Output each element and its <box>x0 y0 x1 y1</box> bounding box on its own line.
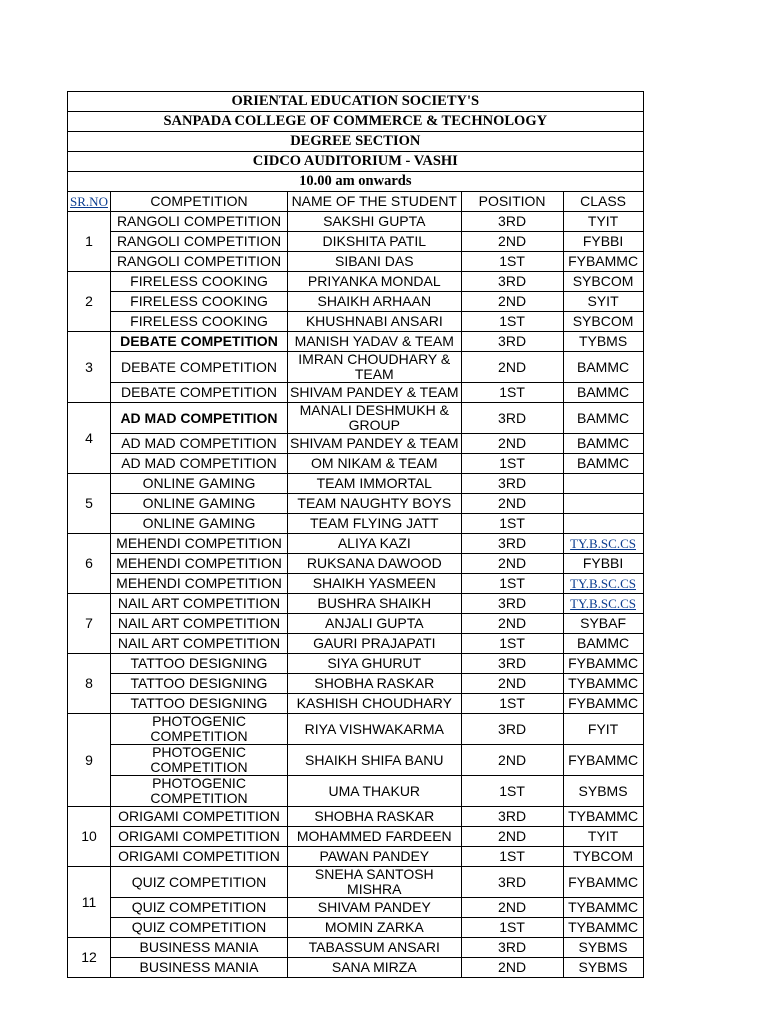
competition-cell: QUIZ COMPETITION <box>111 867 288 898</box>
class-cell[interactable]: TY.B.SC.CS <box>563 594 643 614</box>
position-cell: 1ST <box>461 847 563 867</box>
class-cell: SYIT <box>563 292 643 312</box>
position-cell: 1ST <box>461 634 563 654</box>
class-cell: FYBAMMC <box>563 867 643 898</box>
competition-cell: PHOTOGENIC COMPETITION <box>111 745 288 776</box>
sr-no-cell: 1 <box>68 212 111 272</box>
student-name-cell: SHOBHA RASKAR <box>288 674 462 694</box>
class-cell: TYBAMMC <box>563 918 643 938</box>
position-cell: 3RD <box>461 938 563 958</box>
competition-cell: QUIZ COMPETITION <box>111 918 288 938</box>
col-srno[interactable] <box>68 192 111 212</box>
class-cell: TYBAMMC <box>563 807 643 827</box>
position-cell: 1ST <box>461 574 563 594</box>
student-name-cell: SHIVAM PANDEY & TEAM <box>288 434 462 454</box>
header-venue: CIDCO AUDITORIUM - VASHI <box>68 152 644 172</box>
student-name-cell: MANALI DESHMUKH & GROUP <box>288 403 462 434</box>
class-cell <box>563 494 643 514</box>
student-name-cell: SHAIKH YASMEEN <box>288 574 462 594</box>
class-cell: BAMMC <box>563 454 643 474</box>
table-row <box>68 403 644 434</box>
position-cell: 1ST <box>461 383 563 403</box>
competition-cell: ORIGAMI COMPETITION <box>111 807 288 827</box>
competition-cell: TATTOO DESIGNING <box>111 694 288 714</box>
class-cell <box>563 514 643 534</box>
competition-cell: DEBATE COMPETITION <box>111 352 288 383</box>
class-cell: BAMMC <box>563 383 643 403</box>
table-row <box>68 434 644 454</box>
student-name-cell: UMA THAKUR <box>288 776 462 807</box>
position-cell: 2ND <box>461 674 563 694</box>
competition-cell: ONLINE GAMING <box>111 494 288 514</box>
competition-cell: NAIL ART COMPETITION <box>111 614 288 634</box>
student-name-cell: MOHAMMED FARDEEN <box>288 827 462 847</box>
class-cell: SYBMS <box>563 776 643 807</box>
class-cell: BAMMC <box>563 634 643 654</box>
class-cell[interactable]: TY.B.SC.CS <box>563 534 643 554</box>
student-name-cell: TEAM NAUGHTY BOYS <box>288 494 462 514</box>
student-name-cell: RUKSANA DAWOOD <box>288 554 462 574</box>
position-cell: 3RD <box>461 403 563 434</box>
sr-no-cell: 12 <box>68 938 111 978</box>
col-srno-link[interactable]: SR.NO <box>70 194 108 209</box>
student-name-cell: DIKSHITA PATIL <box>288 232 462 252</box>
class-cell[interactable]: TY.B.SC.CS <box>563 574 643 594</box>
student-name-cell: TABASSUM ANSARI <box>288 938 462 958</box>
student-name-cell: ALIYA KAZI <box>288 534 462 554</box>
position-cell: 2ND <box>461 232 563 252</box>
class-cell: TYBMS <box>563 332 643 352</box>
sr-no-cell: 11 <box>68 867 111 938</box>
table-row <box>68 454 644 474</box>
table-row <box>68 383 644 403</box>
competition-cell: NAIL ART COMPETITION <box>111 634 288 654</box>
table-row <box>68 332 644 352</box>
class-cell: FYBAMMC <box>563 694 643 714</box>
class-cell: SYBMS <box>563 958 643 978</box>
header-college: SANPADA COLLEGE OF COMMERCE & TECHNOLOGY <box>68 112 644 132</box>
table-row <box>68 847 644 867</box>
table-row <box>68 938 644 958</box>
position-cell: 1ST <box>461 312 563 332</box>
student-name-cell: PRIYANKA MONDAL <box>288 272 462 292</box>
position-cell: 2ND <box>461 958 563 978</box>
col-competition: COMPETITION <box>111 192 288 212</box>
table-row <box>68 745 644 776</box>
class-cell: BAMMC <box>563 434 643 454</box>
class-cell <box>563 474 643 494</box>
competition-cell: ORIGAMI COMPETITION <box>111 847 288 867</box>
competition-cell: PHOTOGENIC COMPETITION <box>111 776 288 807</box>
col-class: CLASS <box>563 192 643 212</box>
position-cell: 3RD <box>461 714 563 745</box>
competition-cell: FIRELESS COOKING <box>111 292 288 312</box>
table-row <box>68 574 644 594</box>
student-name-cell: SANA MIRZA <box>288 958 462 978</box>
sr-no-cell: 6 <box>68 534 111 594</box>
class-cell: SYBAF <box>563 614 643 634</box>
table-row <box>68 654 644 674</box>
student-name-cell: KASHISH CHOUDHARY <box>288 694 462 714</box>
sr-no-cell: 5 <box>68 474 111 534</box>
competition-cell: DEBATE COMPETITION <box>111 332 288 352</box>
competition-cell: ORIGAMI COMPETITION <box>111 827 288 847</box>
sr-no-cell: 2 <box>68 272 111 332</box>
position-cell: 3RD <box>461 594 563 614</box>
position-cell: 1ST <box>461 454 563 474</box>
student-name-cell: MOMIN ZARKA <box>288 918 462 938</box>
student-name-cell: SHIVAM PANDEY <box>288 898 462 918</box>
position-cell: 2ND <box>461 292 563 312</box>
table-row <box>68 634 644 654</box>
table-row <box>68 474 644 494</box>
sr-no-cell: 4 <box>68 403 111 474</box>
position-cell: 1ST <box>461 918 563 938</box>
table-row <box>68 827 644 847</box>
class-cell: SYBCOM <box>563 272 643 292</box>
student-name-cell: OM NIKAM & TEAM <box>288 454 462 474</box>
class-cell: TYBCOM <box>563 847 643 867</box>
student-name-cell: SNEHA SANTOSH MISHRA <box>288 867 462 898</box>
competition-cell: AD MAD COMPETITION <box>111 403 288 434</box>
header-org: ORIENTAL EDUCATION SOCIETY'S <box>68 92 644 112</box>
position-cell: 2ND <box>461 614 563 634</box>
position-cell: 2ND <box>461 827 563 847</box>
class-cell: TYBAMMC <box>563 674 643 694</box>
position-cell: 3RD <box>461 332 563 352</box>
position-cell: 2ND <box>461 554 563 574</box>
competition-cell: MEHENDI COMPETITION <box>111 574 288 594</box>
table-row <box>68 514 644 534</box>
class-cell: SYBCOM <box>563 312 643 332</box>
table-row <box>68 272 644 292</box>
position-cell: 2ND <box>461 352 563 383</box>
student-name-cell: SIBANI DAS <box>288 252 462 272</box>
competition-cell: ONLINE GAMING <box>111 514 288 534</box>
table-row <box>68 232 644 252</box>
table-row <box>68 776 644 807</box>
position-cell: 1ST <box>461 514 563 534</box>
position-cell: 1ST <box>461 252 563 272</box>
student-name-cell: BUSHRA SHAIKH <box>288 594 462 614</box>
student-name-cell: TEAM FLYING JATT <box>288 514 462 534</box>
student-name-cell: SAKSHI GUPTA <box>288 212 462 232</box>
class-cell: TYIT <box>563 212 643 232</box>
table-row <box>68 958 644 978</box>
competition-cell: BUSINESS MANIA <box>111 938 288 958</box>
class-cell: FYBAMMC <box>563 745 643 776</box>
table-row <box>68 494 644 514</box>
table-row <box>68 554 644 574</box>
header-section: DEGREE SECTION <box>68 132 644 152</box>
sr-no-cell: 8 <box>68 654 111 714</box>
position-cell: 2ND <box>461 434 563 454</box>
student-name-cell: SHIVAM PANDEY & TEAM <box>288 383 462 403</box>
table-row <box>68 312 644 332</box>
class-cell: TYBAMMC <box>563 898 643 918</box>
position-cell: 3RD <box>461 534 563 554</box>
competition-cell: FIRELESS COOKING <box>111 312 288 332</box>
table-row <box>68 212 644 232</box>
table-row <box>68 694 644 714</box>
student-name-cell: MANISH YADAV & TEAM <box>288 332 462 352</box>
table-row <box>68 807 644 827</box>
competition-cell: TATTOO DESIGNING <box>111 654 288 674</box>
class-cell: FYBAMMC <box>563 252 643 272</box>
competition-cell: FIRELESS COOKING <box>111 272 288 292</box>
sr-no-cell: 7 <box>68 594 111 654</box>
position-cell: 2ND <box>461 494 563 514</box>
competition-cell: PHOTOGENIC COMPETITION <box>111 714 288 745</box>
student-name-cell: IMRAN CHOUDHARY & TEAM <box>288 352 462 383</box>
table-row <box>68 674 644 694</box>
class-cell: BAMMC <box>563 352 643 383</box>
position-cell: 3RD <box>461 654 563 674</box>
class-cell: FYBBI <box>563 232 643 252</box>
col-student-name: NAME OF THE STUDENT <box>288 192 462 212</box>
sr-no-cell: 10 <box>68 807 111 867</box>
col-position: POSITION <box>461 192 563 212</box>
position-cell: 3RD <box>461 212 563 232</box>
sr-no-cell: 3 <box>68 332 111 403</box>
header-time: 10.00 am onwards <box>68 172 644 192</box>
student-name-cell: SHAIKH ARHAAN <box>288 292 462 312</box>
competition-cell: NAIL ART COMPETITION <box>111 594 288 614</box>
class-cell: FYBBI <box>563 554 643 574</box>
class-cell: FYBAMMC <box>563 654 643 674</box>
student-name-cell: SHOBHA RASKAR <box>288 807 462 827</box>
competition-cell: AD MAD COMPETITION <box>111 454 288 474</box>
competition-cell: MEHENDI COMPETITION <box>111 554 288 574</box>
competition-cell: BUSINESS MANIA <box>111 958 288 978</box>
table-row <box>68 867 644 898</box>
position-cell: 1ST <box>461 694 563 714</box>
position-cell: 3RD <box>461 474 563 494</box>
class-cell: BAMMC <box>563 403 643 434</box>
competition-cell: AD MAD COMPETITION <box>111 434 288 454</box>
position-cell: 2ND <box>461 898 563 918</box>
position-cell: 3RD <box>461 867 563 898</box>
student-name-cell: KHUSHNABI ANSARI <box>288 312 462 332</box>
class-cell: TYIT <box>563 827 643 847</box>
class-cell: FYIT <box>563 714 643 745</box>
competition-cell: RANGOLI COMPETITION <box>111 212 288 232</box>
competition-cell: ONLINE GAMING <box>111 474 288 494</box>
table-row <box>68 352 644 383</box>
table-row <box>68 898 644 918</box>
competition-cell: TATTOO DESIGNING <box>111 674 288 694</box>
class-cell: SYBMS <box>563 938 643 958</box>
student-name-cell: RIYA VISHWAKARMA <box>288 714 462 745</box>
student-name-cell: SIYA GHURUT <box>288 654 462 674</box>
table-row <box>68 594 644 614</box>
results-table <box>67 91 644 978</box>
position-cell: 3RD <box>461 272 563 292</box>
sr-no-cell: 9 <box>68 714 111 807</box>
student-name-cell: TEAM IMMORTAL <box>288 474 462 494</box>
table-row <box>68 714 644 745</box>
position-cell: 1ST <box>461 776 563 807</box>
competition-cell: MEHENDI COMPETITION <box>111 534 288 554</box>
position-cell: 3RD <box>461 807 563 827</box>
table-row <box>68 614 644 634</box>
position-cell: 2ND <box>461 745 563 776</box>
student-name-cell: SHAIKH SHIFA BANU <box>288 745 462 776</box>
table-row <box>68 292 644 312</box>
student-name-cell: PAWAN PANDEY <box>288 847 462 867</box>
student-name-cell: GAURI PRAJAPATI <box>288 634 462 654</box>
competition-cell: QUIZ COMPETITION <box>111 898 288 918</box>
column-header-row <box>68 192 644 212</box>
competition-cell: RANGOLI COMPETITION <box>111 232 288 252</box>
table-row <box>68 918 644 938</box>
student-name-cell: ANJALI GUPTA <box>288 614 462 634</box>
table-row <box>68 252 644 272</box>
competition-cell: DEBATE COMPETITION <box>111 383 288 403</box>
competition-cell: RANGOLI COMPETITION <box>111 252 288 272</box>
table-row <box>68 534 644 554</box>
